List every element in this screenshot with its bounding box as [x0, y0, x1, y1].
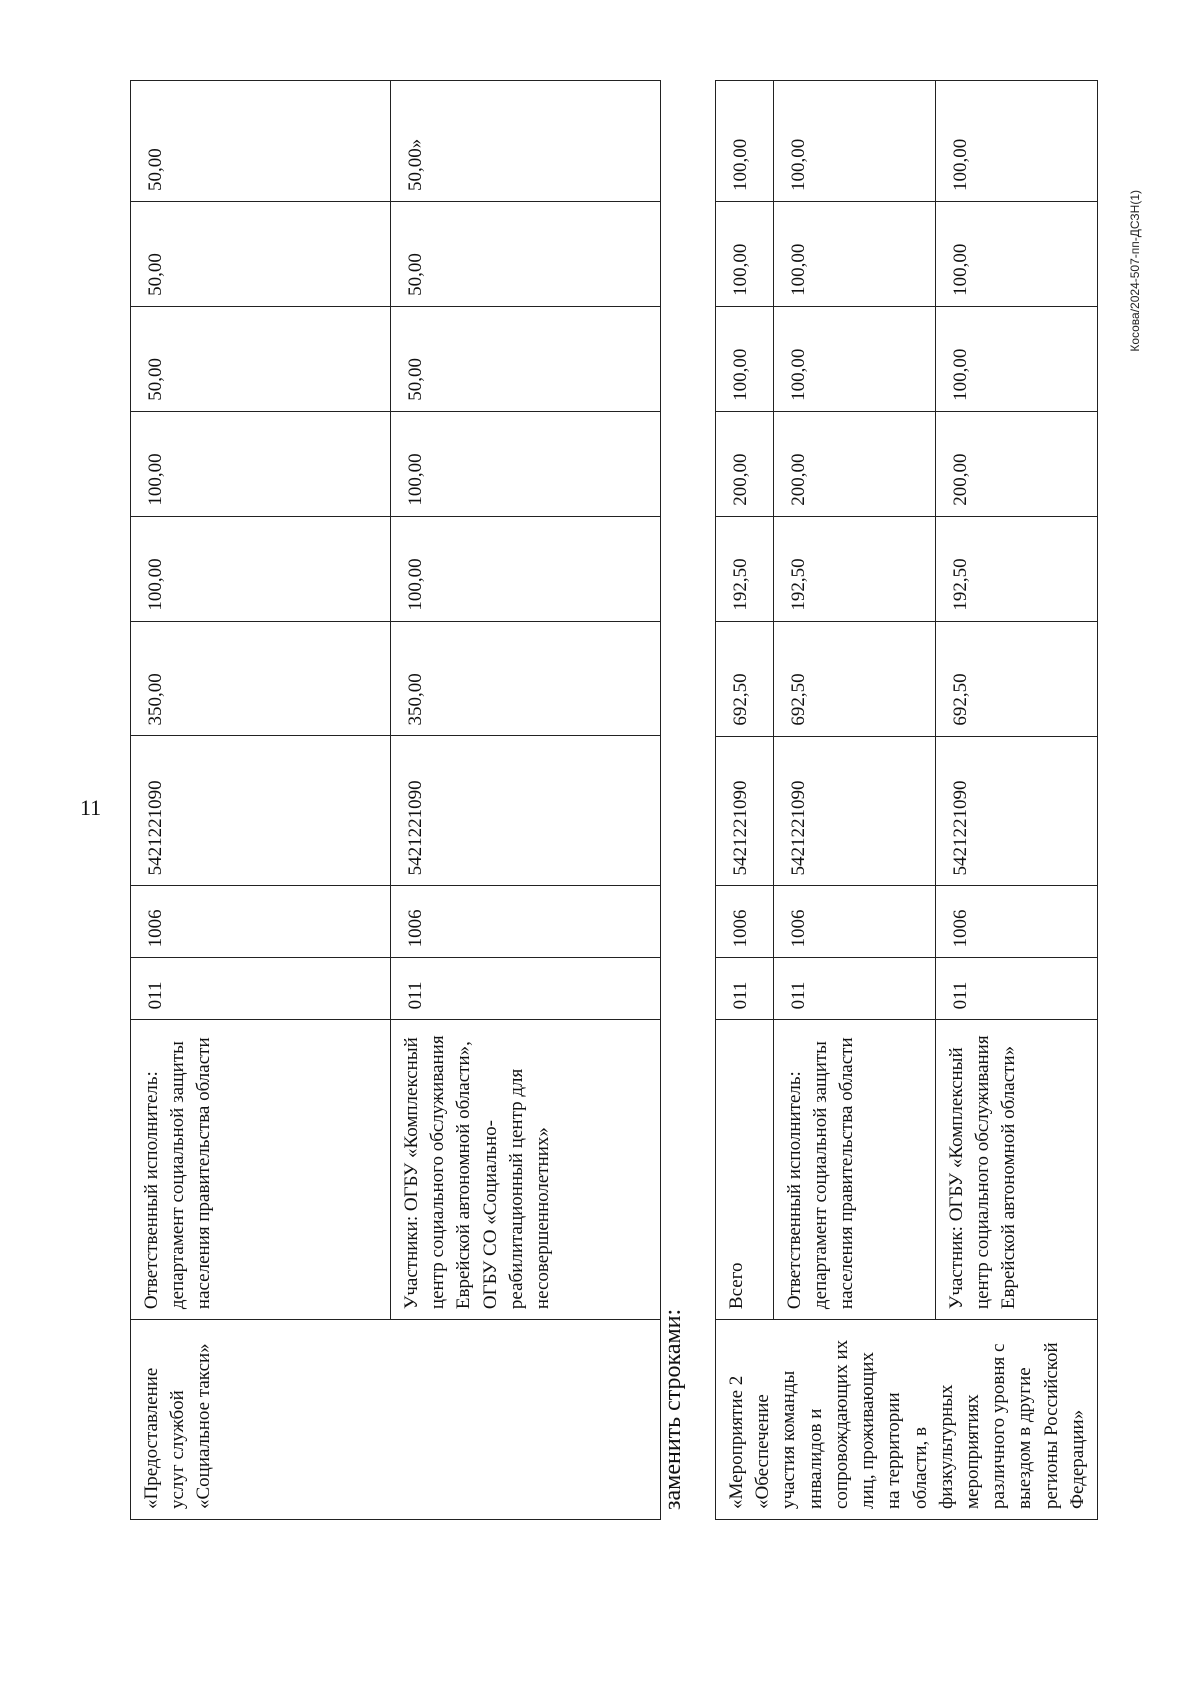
page-number: 11 [80, 795, 102, 820]
code-cell: 1006 [131, 886, 391, 958]
code-cell: 1006 [716, 886, 774, 958]
budget-table-2 [715, 80, 1098, 1520]
code-cell: 1006 [773, 886, 935, 958]
value-cell: 50,00 [391, 306, 661, 411]
value-cell: 350,00 [131, 621, 391, 736]
event-name-cell: «Мероприятие 2 «Обеспечение участия команды инвалидов и сопровождающих их лиц, проживающих на территории области, в физкультурных мероприятиях различного уровня с выездом в другие регионы Российской Федерации» [716, 1320, 1098, 1520]
table-row [935, 81, 1097, 1520]
value-cell: 100,00 [716, 81, 774, 202]
document-code: Косова/2024-507-пп-ДСЗН(1) [1128, 190, 1142, 352]
value-cell: 50,00» [391, 81, 661, 202]
value-cell: 50,00 [131, 306, 391, 411]
code-cell: 011 [716, 958, 774, 1020]
code-cell: 5421221090 [391, 736, 661, 886]
code-cell: 1006 [391, 886, 661, 958]
value-cell: 100,00 [935, 306, 1097, 411]
executor-cell: Ответственный исполнитель: департамент социальной защиты населения правительства области [773, 1020, 935, 1320]
value-cell: 100,00 [131, 516, 391, 621]
table-row [773, 81, 935, 1520]
value-cell: 100,00 [773, 306, 935, 411]
code-cell: 011 [773, 958, 935, 1020]
budget-table-1 [130, 80, 661, 1520]
table-row [391, 81, 661, 1520]
value-cell: 200,00 [935, 411, 1097, 516]
executor-cell: Участники: ОГБУ «Комплексный центр социального обслуживания Еврейской автономной области», ОГБУ СО «Социально-реабилитационный центр для несовершеннолетних» [391, 1020, 661, 1320]
value-cell: 100,00 [716, 306, 774, 411]
value-cell: 350,00 [391, 621, 661, 736]
executor-cell: Ответственный исполнитель: департамент социальной защиты населения правительства области [131, 1020, 391, 1320]
executor-cell: Участник: ОГБУ «Комплексный центр социального обслуживания Еврейской автономной области» [935, 1020, 1097, 1320]
value-cell: 200,00 [716, 411, 774, 516]
value-cell: 192,50 [716, 516, 774, 621]
value-cell: 100,00 [716, 201, 774, 306]
code-cell: 5421221090 [716, 736, 774, 886]
value-cell: 692,50 [935, 621, 1097, 736]
value-cell: 50,00 [131, 201, 391, 306]
value-cell: 50,00 [391, 201, 661, 306]
value-cell: 100,00 [773, 81, 935, 202]
code-cell: 011 [131, 958, 391, 1020]
table-row [716, 81, 774, 1520]
value-cell: 692,50 [716, 621, 774, 736]
code-cell: 5421221090 [773, 736, 935, 886]
value-cell: 100,00 [391, 516, 661, 621]
value-cell: 100,00 [935, 201, 1097, 306]
value-cell: 50,00 [131, 81, 391, 202]
value-cell: 100,00 [935, 81, 1097, 202]
code-cell: 011 [391, 958, 661, 1020]
value-cell: 200,00 [773, 411, 935, 516]
value-cell: 192,50 [935, 516, 1097, 621]
code-cell: 5421221090 [935, 736, 1097, 886]
code-cell: 5421221090 [131, 736, 391, 886]
table-row [131, 81, 391, 1520]
executor-cell: Всего [716, 1020, 774, 1320]
event-name-cell: «Предоставление услуг службой «Социальное такси» [131, 1320, 661, 1520]
value-cell: 192,50 [773, 516, 935, 621]
value-cell: 692,50 [773, 621, 935, 736]
code-cell: 1006 [935, 886, 1097, 958]
value-cell: 100,00 [773, 201, 935, 306]
replace-with-rows-label: заменить строками: [660, 1308, 686, 1510]
code-cell: 011 [935, 958, 1097, 1020]
value-cell: 100,00 [131, 411, 391, 516]
value-cell: 100,00 [391, 411, 661, 516]
